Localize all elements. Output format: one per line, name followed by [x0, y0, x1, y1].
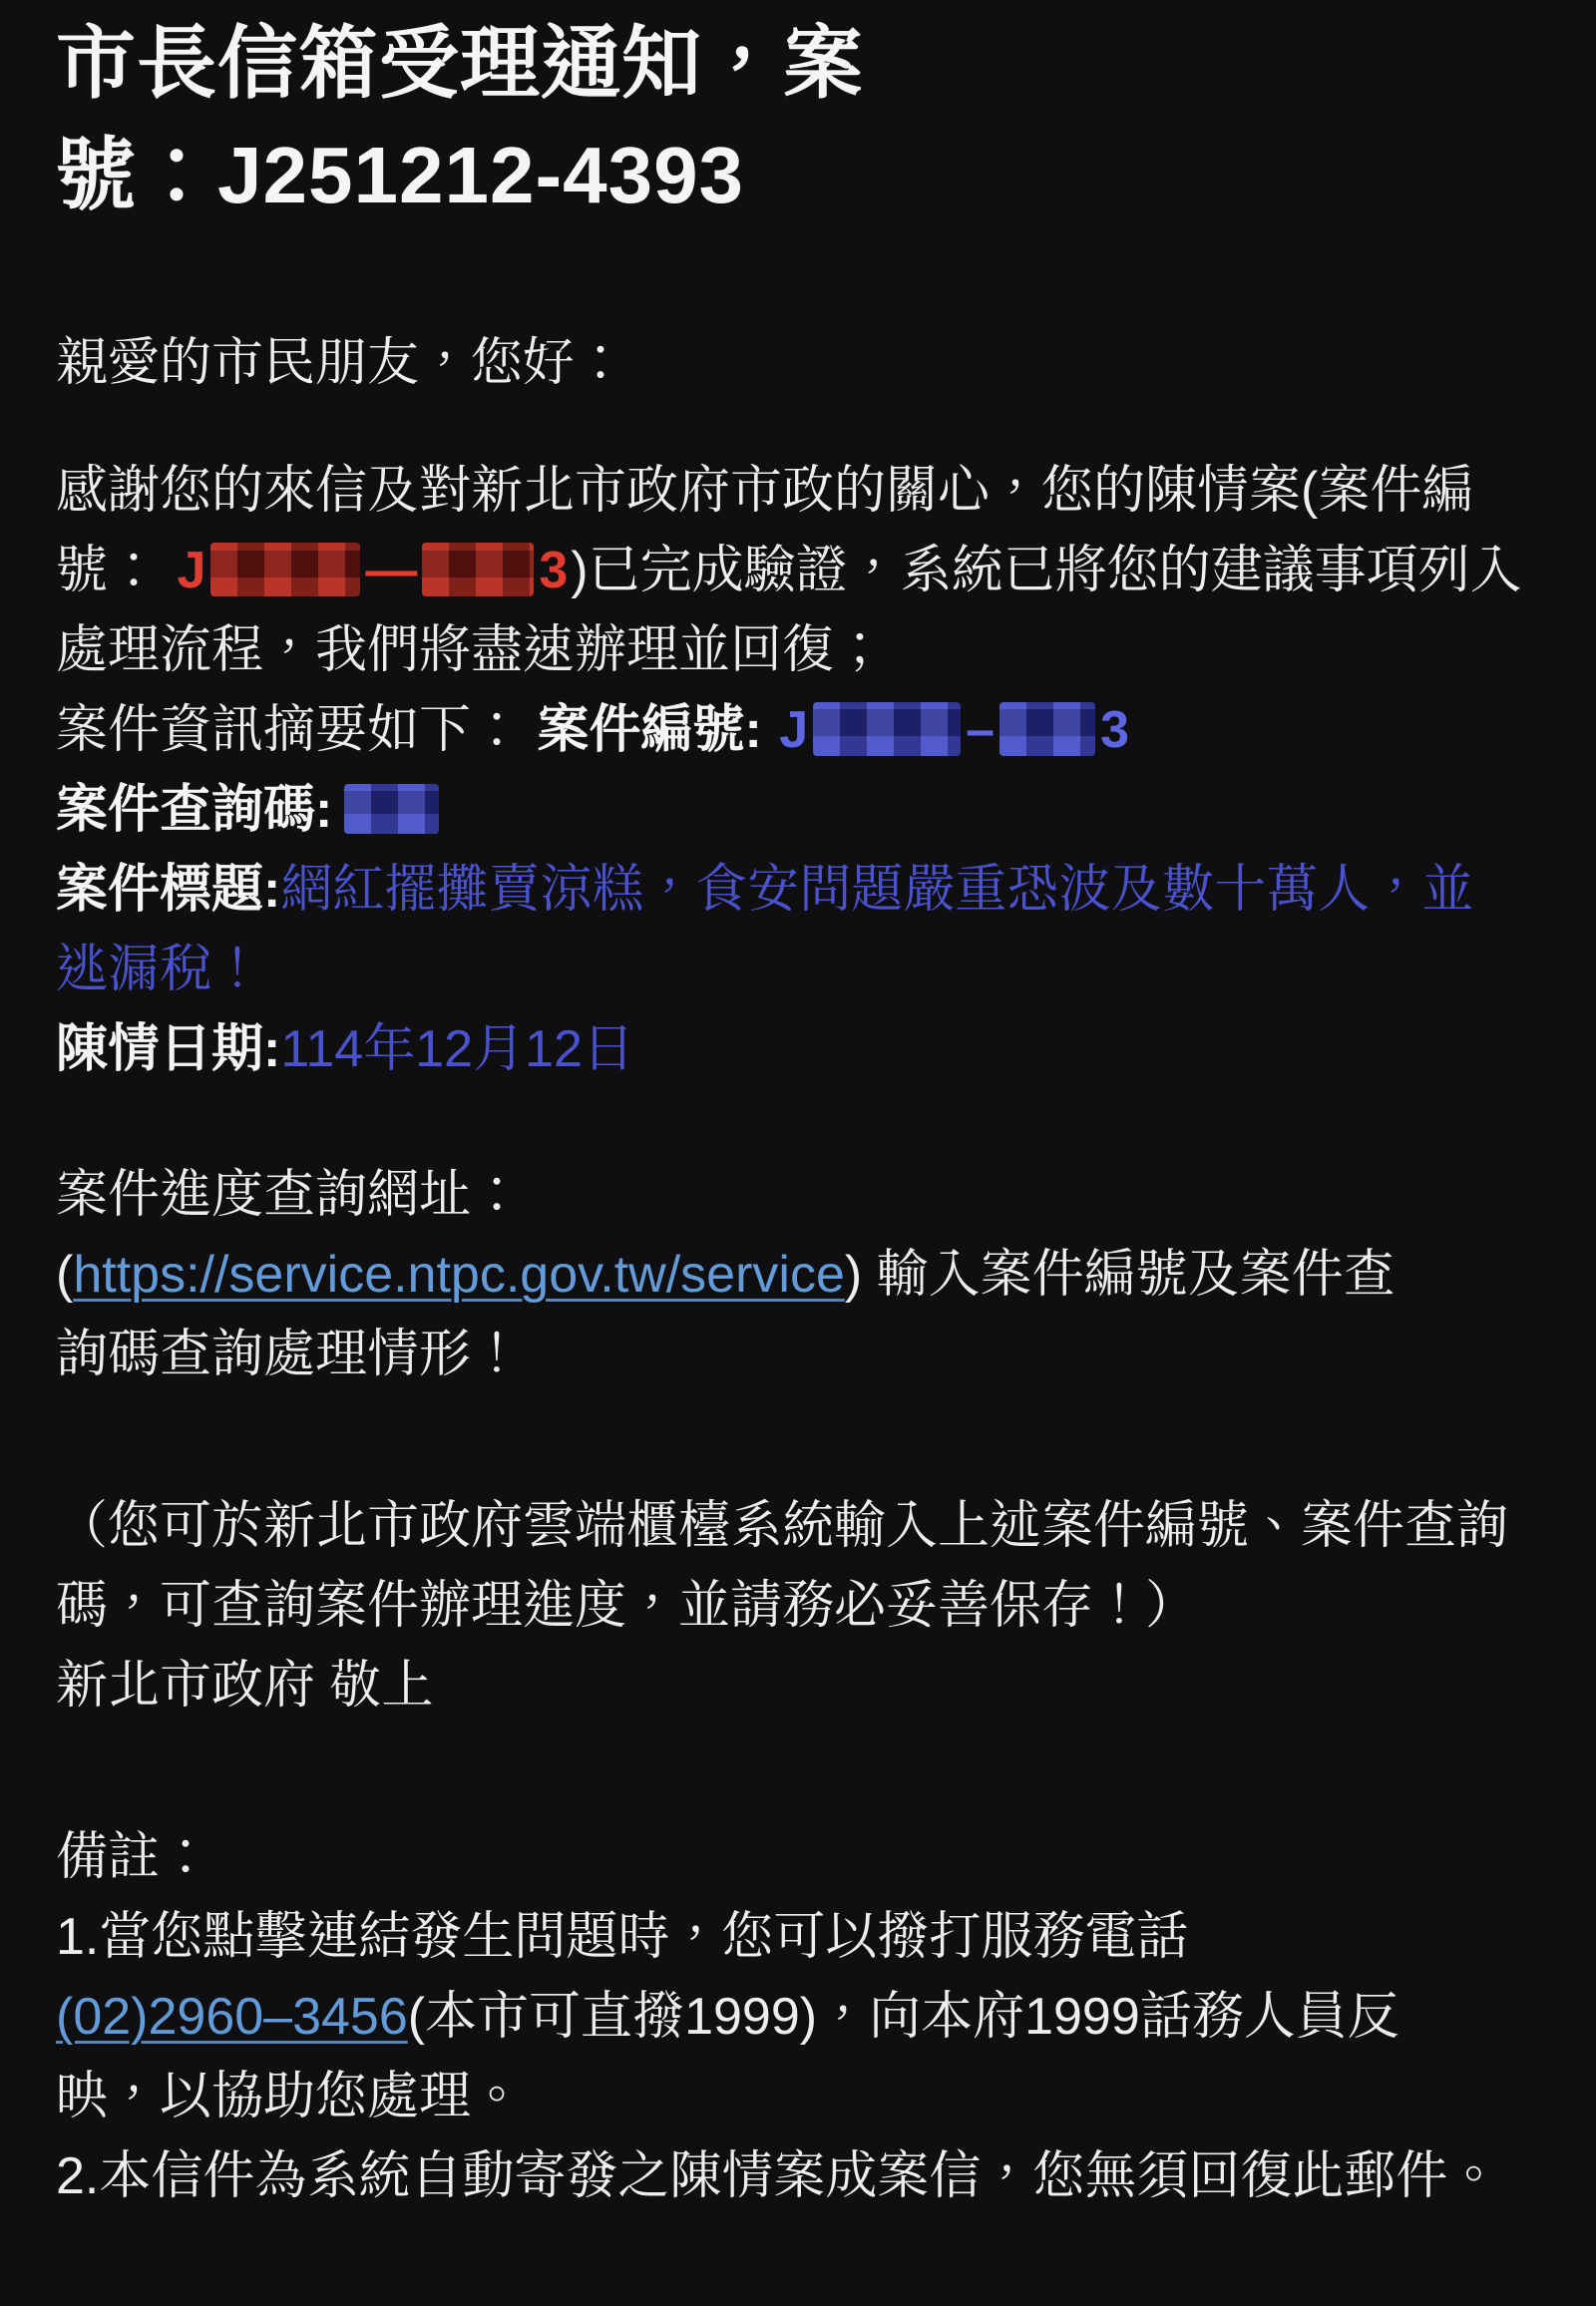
text-run: 親愛的市民朋友，您好：: [56, 334, 627, 392]
field-value-blue: 114年12月12日: [280, 1020, 634, 1078]
text-run: ) 輸入案件編號及案件查: [844, 1246, 1396, 1304]
redacted-char: J: [779, 701, 809, 759]
case-progress-link[interactable]: https://service.ntpc.gov.tw/service: [73, 1246, 845, 1304]
subject-line-1: 市長信箱受理通知，案: [56, 19, 864, 108]
field-label: 案件編號:: [537, 701, 762, 759]
paragraph-main-info: [56, 451, 1540, 1089]
redacted-char: J: [177, 542, 206, 599]
field-value-blue: 網紅擺攤賣涼糕，食安問題嚴重恐波及數十萬人，並: [280, 861, 1474, 919]
paragraph-progress-url: [56, 1155, 1540, 1394]
field-value-blue: 逃漏稅！: [56, 941, 264, 998]
redacted-char: —: [365, 542, 418, 599]
redacted-mosaic: [813, 702, 961, 756]
text-run: 碼，可查詢案件辦理進度，並請務必妥善保存！）: [56, 1577, 1198, 1635]
paragraph-remarks: [56, 1817, 1540, 2216]
text-run: )已完成驗證，系統已將您的建議事項列入: [571, 542, 1522, 599]
text-run: (: [56, 1246, 74, 1304]
redacted-char: –: [966, 701, 996, 759]
subject-line-2: 號：J251212-4393: [56, 131, 745, 219]
text-run: 備註：: [56, 1828, 212, 1886]
text-run: 感謝您的來信及對新北市政府市政的關心，您的陳情案(案件編: [56, 462, 1474, 520]
redacted-mosaic: [344, 784, 439, 834]
text-run: [762, 701, 776, 759]
service-phone-link[interactable]: (02)2960–3456: [56, 1988, 408, 2046]
redacted-mosaic: [999, 702, 1095, 756]
text-run: 2.本信件為系統自動寄發之陳情案成案信，您無須回復此郵件。: [56, 2147, 1500, 2205]
email-subject: [56, 8, 1540, 231]
redacted-char: 3: [539, 542, 569, 599]
text-run: 案件資訊摘要如下：: [56, 701, 538, 759]
paragraph-cloud-note: [56, 1486, 1540, 1726]
text-run: 映，以協助您處理。: [56, 2068, 524, 2125]
text-run: 號：: [56, 542, 175, 599]
paragraph-greeting: [56, 323, 1540, 403]
text-run: 新北市政府 敬上: [56, 1657, 434, 1715]
text-run: 案件進度查詢網址：: [56, 1166, 524, 1224]
text-run: 1.當您點擊連結發生問題時，您可以撥打服務電話: [56, 1908, 1189, 1966]
field-label: 案件標題:: [56, 861, 281, 919]
redacted-char: 3: [1100, 701, 1129, 759]
field-label: 案件查詢碼:: [56, 781, 333, 839]
field-label: 陳情日期:: [56, 1020, 281, 1078]
text-run: (本市可直撥1999)，向本府1999話務人員反: [407, 1988, 1399, 2046]
email-text: [56, 323, 1540, 2216]
text-run: 詢碼查詢處理情形！: [56, 1326, 524, 1383]
text-run: （您可於新北市政府雲端櫃檯系統輸入上述案件編號、案件查詢: [56, 1497, 1509, 1555]
text-run: 處理流程，我們將盡速辦理並回復；: [56, 621, 887, 679]
redacted-mosaic: [422, 543, 534, 596]
redacted-mosaic: [210, 543, 360, 596]
